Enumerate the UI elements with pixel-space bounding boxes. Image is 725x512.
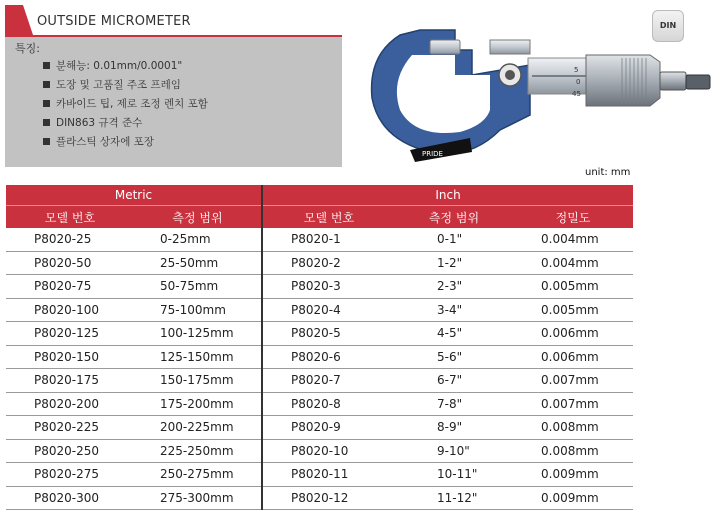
metric-range-cell: 225-250mm (134, 439, 262, 463)
accuracy-cell: 0.008mm (513, 416, 633, 440)
inch-range-cell: 4-5" (395, 322, 513, 346)
table-row (6, 416, 633, 440)
metric-range-cell: 0-25mm (134, 228, 262, 251)
inch-range-cell: 8-9" (395, 416, 513, 440)
table-row (6, 439, 633, 463)
inch-model-cell: P8020-7 (262, 369, 395, 393)
features-heading: 특징: (15, 42, 40, 55)
table-row (6, 275, 633, 299)
accuracy-cell: 0.005mm (513, 275, 633, 299)
metric-model-cell: P8020-175 (6, 369, 134, 393)
bullet-square-icon (43, 81, 50, 88)
inch-model-cell: P8020-11 (262, 463, 395, 487)
feature-item: DIN863 규격 준수 (43, 114, 208, 133)
inch-range-cell: 3-4" (395, 298, 513, 322)
accuracy-cell: 0.006mm (513, 322, 633, 346)
micrometer-image (360, 20, 720, 170)
inch-model-cell: P8020-12 (262, 486, 395, 510)
column-header-row (6, 206, 633, 229)
table-row (6, 298, 633, 322)
scale-mark-5: 5 (574, 66, 579, 74)
accuracy-cell: 0.009mm (513, 486, 633, 510)
inch-model-cell: P8020-3 (262, 275, 395, 299)
scale-mark-45: 45 (572, 90, 581, 98)
metric-model-cell: P8020-50 (6, 251, 134, 275)
column-header: 측정 범위 (134, 206, 262, 229)
inch-range-cell: 9-10" (395, 439, 513, 463)
metric-range-cell: 175-200mm (134, 392, 262, 416)
inch-model-cell: P8020-5 (262, 322, 395, 346)
inch-model-cell: P8020-6 (262, 345, 395, 369)
inch-model-cell: P8020-4 (262, 298, 395, 322)
table-row (6, 369, 633, 393)
features-panel (5, 37, 342, 167)
column-header: 모델 번호 (6, 206, 134, 229)
bullet-square-icon (43, 62, 50, 69)
inch-model-cell: P8020-2 (262, 251, 395, 275)
metric-range-cell: 50-75mm (134, 275, 262, 299)
accuracy-cell: 0.007mm (513, 392, 633, 416)
table-row (6, 345, 633, 369)
features-list (43, 57, 208, 152)
table-row (6, 251, 633, 275)
accuracy-cell: 0.004mm (513, 251, 633, 275)
spec-table (6, 185, 633, 510)
inch-range-cell: 7-8" (395, 392, 513, 416)
inch-model-cell: P8020-8 (262, 392, 395, 416)
feature-item: 카바이드 팁, 제로 조정 렌치 포함 (43, 95, 208, 114)
inch-range-cell: 1-2" (395, 251, 513, 275)
table-row (6, 228, 633, 251)
inch-range-cell: 10-11" (395, 463, 513, 487)
metric-range-cell: 100-125mm (134, 322, 262, 346)
metric-range-cell: 75-100mm (134, 298, 262, 322)
accuracy-cell: 0.006mm (513, 345, 633, 369)
metric-model-cell: P8020-275 (6, 463, 134, 487)
group-header-row (6, 185, 633, 206)
metric-model-cell: P8020-200 (6, 392, 134, 416)
metric-range-cell: 275-300mm (134, 486, 262, 510)
page-title: OUTSIDE MICROMETER (37, 14, 191, 29)
accuracy-cell: 0.008mm (513, 439, 633, 463)
inch-range-cell: 6-7" (395, 369, 513, 393)
accuracy-cell: 0.009mm (513, 463, 633, 487)
metric-range-cell: 25-50mm (134, 251, 262, 275)
title-accent-tab (5, 5, 23, 35)
inch-model-cell: P8020-1 (262, 228, 395, 251)
din-badge: DIN (652, 10, 684, 42)
table-row (6, 463, 633, 487)
metric-model-cell: P8020-250 (6, 439, 134, 463)
metric-model-cell: P8020-225 (6, 416, 134, 440)
inch-range-cell: 11-12" (395, 486, 513, 510)
metric-range-cell: 200-225mm (134, 416, 262, 440)
metric-range-cell: 150-175mm (134, 369, 262, 393)
group-header-inch: Inch (262, 185, 633, 206)
bullet-square-icon (43, 119, 50, 126)
metric-range-cell: 125-150mm (134, 345, 262, 369)
brand-logo-text: PRIDE (422, 150, 443, 158)
inch-range-cell: 2-3" (395, 275, 513, 299)
scale-mark-0: 0 (576, 78, 581, 86)
group-header-metric: Metric (6, 185, 262, 206)
accuracy-cell: 0.007mm (513, 369, 633, 393)
metric-model-cell: P8020-75 (6, 275, 134, 299)
inch-model-cell: P8020-10 (262, 439, 395, 463)
column-header: 측정 범위 (395, 206, 513, 229)
feature-item: 플라스틱 상자에 포장 (43, 133, 208, 152)
metric-model-cell: P8020-150 (6, 345, 134, 369)
accuracy-cell: 0.005mm (513, 298, 633, 322)
column-header: 정밀도 (513, 206, 633, 229)
inch-model-cell: P8020-9 (262, 416, 395, 440)
table-row (6, 392, 633, 416)
bullet-square-icon (43, 138, 50, 145)
metric-model-cell: P8020-300 (6, 486, 134, 510)
metric-range-cell: 250-275mm (134, 463, 262, 487)
accuracy-cell: 0.004mm (513, 228, 633, 251)
metric-model-cell: P8020-100 (6, 298, 134, 322)
title-bar (5, 5, 342, 37)
metric-model-cell: P8020-125 (6, 322, 134, 346)
table-row (6, 322, 633, 346)
metric-model-cell: P8020-25 (6, 228, 134, 251)
table-row (6, 486, 633, 510)
unit-label: unit: mm (585, 167, 631, 178)
inch-range-cell: 5-6" (395, 345, 513, 369)
column-header: 모델 번호 (262, 206, 395, 229)
feature-item: 분해능: 0.01mm/0.0001" (43, 57, 208, 76)
feature-item: 도장 및 고품질 주조 프레임 (43, 76, 208, 95)
bullet-square-icon (43, 100, 50, 107)
inch-range-cell: 0-1" (395, 228, 513, 251)
